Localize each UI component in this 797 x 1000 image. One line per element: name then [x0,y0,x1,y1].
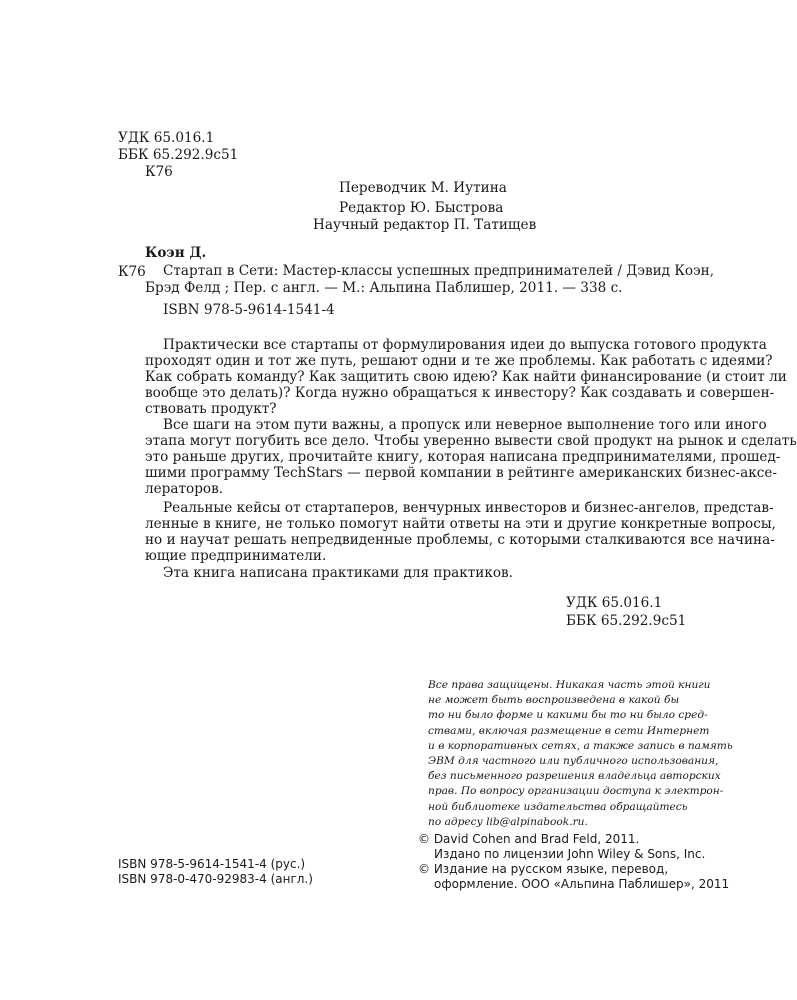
rights-notice [428,678,733,830]
isbn-russian: ISBN 978-5-9614-1541-4 (рус.) [118,857,306,871]
annotation-line: вообще это делать)? Когда нужно обращаться к инвестору? Как создавать и совершен- [145,385,775,401]
rights-line: Все права защищены. Никакая часть этой книги [428,679,711,691]
bib-line-1: Стартап в Сети: Мастер-классы успешных предпринимателей / Дэвид Коэн, [163,263,715,279]
annotation-line: ленные в книге, не только помогут найти ответы на эти и другие конкретные вопросы, [145,516,776,532]
annotation-line: Реальные кейсы от стартаперов, венчурных инвесторов и бизнес-ангелов, представ- [163,500,774,516]
bbk-code-top: ББК 65.292.9с51 [118,147,239,163]
annotation-line: ющие предприниматели. [145,548,327,564]
author-mark-top: К76 [145,164,173,180]
science-editor-credit: Научный редактор П. Татищев [313,217,537,233]
isbn-record: ISBN 978-5-9614-1541-4 [163,302,335,318]
copyright-line: Издано по лицензии John Wiley & Sons, Inc. [434,847,706,861]
rights-line: ЭВМ для частного или публичного использования, [428,755,719,768]
author-mark: К76 [118,264,146,280]
annotation-line: Эта книга написана практиками для практиков. [163,565,513,581]
copyright-line: © Издание на русском языке, перевод, [418,862,669,876]
rights-line: прав. По вопросу организации доступа к электрон- [428,785,724,798]
rights-line: по адресу lib@alpinabook.ru. [428,815,588,828]
rights-line: ной библиотеке издательства обращайтесь [428,800,688,813]
annotation-line: этапа могут погубить все дело. Чтобы уверенно вывести свой продукт на рынок и сделать [145,433,797,449]
annotation-line: проходят один и тот же путь, решают одни и те же проблемы. Как работать с идеями? [145,353,773,369]
annotation-line: это раньше других, прочитайте книгу, которая написана предпринимателями, прошед- [145,449,781,465]
editor-credit: Редактор Ю. Быстрова [339,200,504,216]
annotation-line: ствовать продукт? [145,401,277,417]
annotation-line: шими программу TechStars — первой компании в рейтинге американских бизнес-аксе- [145,465,777,481]
rights-line: ствами, включая размещение в сети Интернет [428,724,710,737]
copyright-line: оформление. ООО «Альпина Паблишер», 2011 [434,877,730,891]
annotation-line: но и научат решать непредвиденные проблемы, с которыми сталкиваются все начина- [145,532,775,548]
bbk-code-bottom: ББК 65.292.9с51 [566,613,687,629]
rights-line: и в корпоративных сетях, а также запись в память [428,739,733,752]
bib-line-2: Брэд Фелд ; Пер. с англ. — М.: Альпина Паблишер, 2011. — 338 с. [145,280,623,296]
annotation-line: Все шаги на этом пути важны, а пропуск или неверное выполнение того или иного [163,417,767,433]
author-heading: Коэн Д. [145,245,207,261]
isbn-english: ISBN 978-0-470-92983-4 (англ.) [118,872,313,886]
translator-credit: Переводчик М. Иутина [339,180,507,196]
annotation-line: Как собрать команду? Как защитить свою идею? Как найти финансирование (и стоит ли [145,369,787,385]
annotation-line: Практически все стартапы от формулирования идеи до выпуска готового продукта [163,337,767,353]
rights-line: то ни было форме и какими бы то ни было сред- [428,709,708,722]
copyright-line: © David Cohen and Brad Feld, 2011. [418,832,640,846]
rights-line: не может быть воспроизведена в какой бы [428,694,680,707]
udk-code-top: УДК 65.016.1 [118,130,215,146]
udk-code-bottom: УДК 65.016.1 [566,595,663,611]
rights-line: без письменного разрешения владельца авторских [428,770,721,783]
annotation-line: лераторов. [145,481,224,497]
